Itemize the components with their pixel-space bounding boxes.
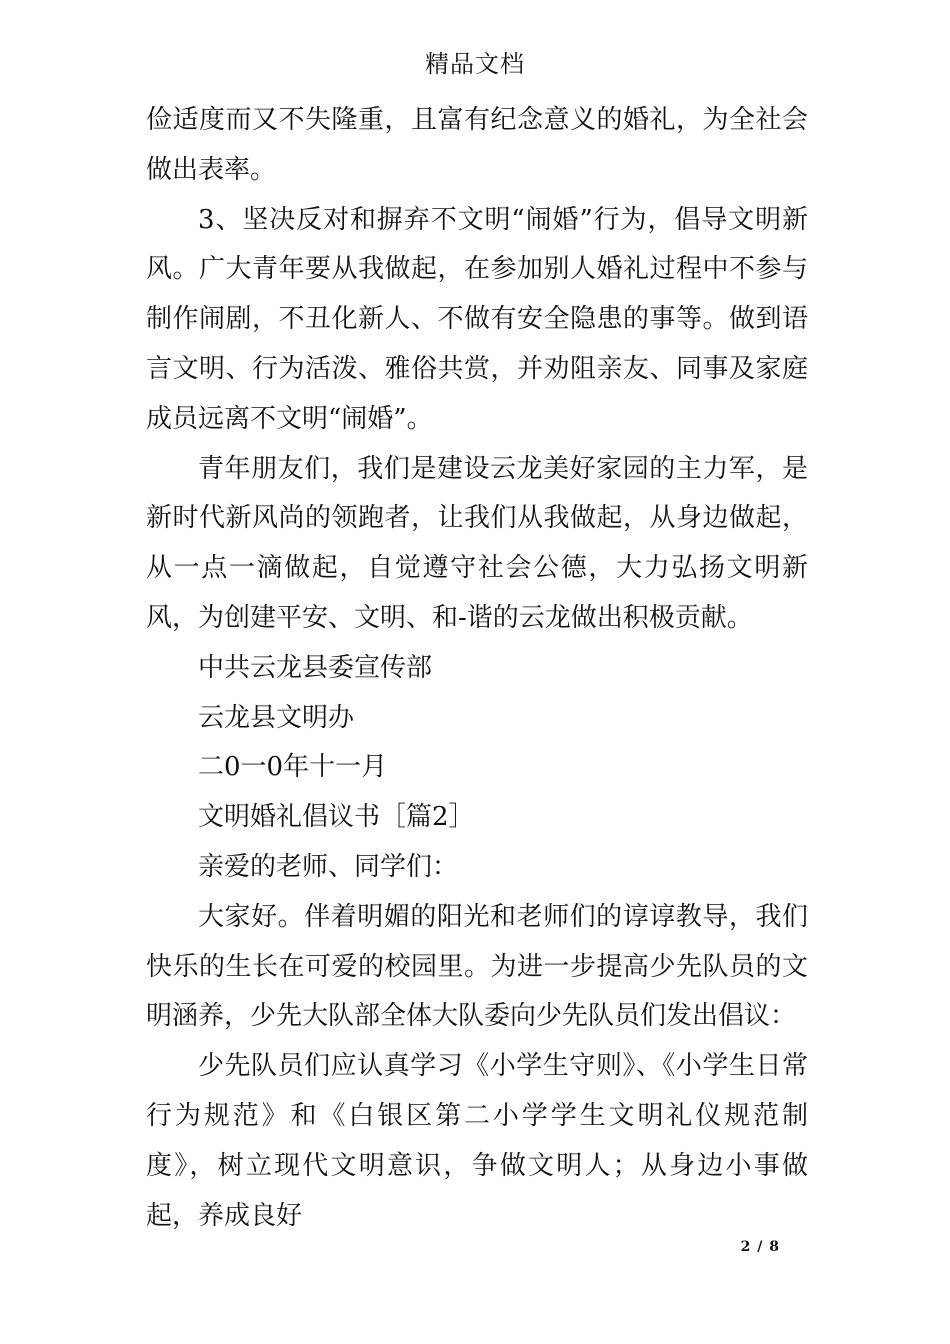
signature-line: 中共云龙县委宣传部 [198, 652, 433, 683]
section-title: 文明婚礼倡议书［篇2］ [198, 802, 475, 833]
paragraph: 3、坚决反对和摒弃不文明“闹婚”行为，倡导文明新风。广大青年要从我做起，在参加别人婚礼过程中不参与制作闹剧，不丑化新人、不做有安全隐患的事等。做到语言文明、行为活泼、雅俗共赏，并劝阻亲友、同事及家庭成员远离不文明“闹婚”。 [146, 204, 808, 434]
document-body [146, 96, 808, 1241]
page-header-title: 精品文档 [425, 50, 525, 78]
salutation: 亲爱的老师、同学们： [198, 851, 459, 882]
signature-line: 云龙县文明办 [198, 702, 355, 733]
paragraph: 青年朋友们，我们是建设云龙美好家园的主力军，是新时代新风尚的领跑者，让我们从我做起，从身边做起，从一点一滴做起，自觉遵守社会公德，大力弘扬文明新风，为创建平安、文明、和-谐的云龙做出积极贡献。 [146, 453, 808, 633]
paragraph: 大家好。伴着明媚的阳光和老师们的谆谆教导，我们快乐的生长在可爱的校园里。为进一步提高少先队员的文明涵养，少先大队部全体大队委向少先队员们发出倡议： [146, 901, 808, 1032]
date-line: 二0一0年十一月 [198, 752, 388, 783]
paragraph: 俭适度而又不失隆重，且富有纪念意义的婚礼，为全社会做出表率。 [146, 105, 808, 185]
paragraph: 少先队员们应认真学习《小学生守则》、《小学生日常行为规范》和《白银区第二小学学生文明礼仪规范制度》，树立现代文明意识，争做文明人；从身边小事做起，养成良好 [146, 1051, 808, 1231]
page-number: 2 / 8 [740, 1239, 780, 1255]
